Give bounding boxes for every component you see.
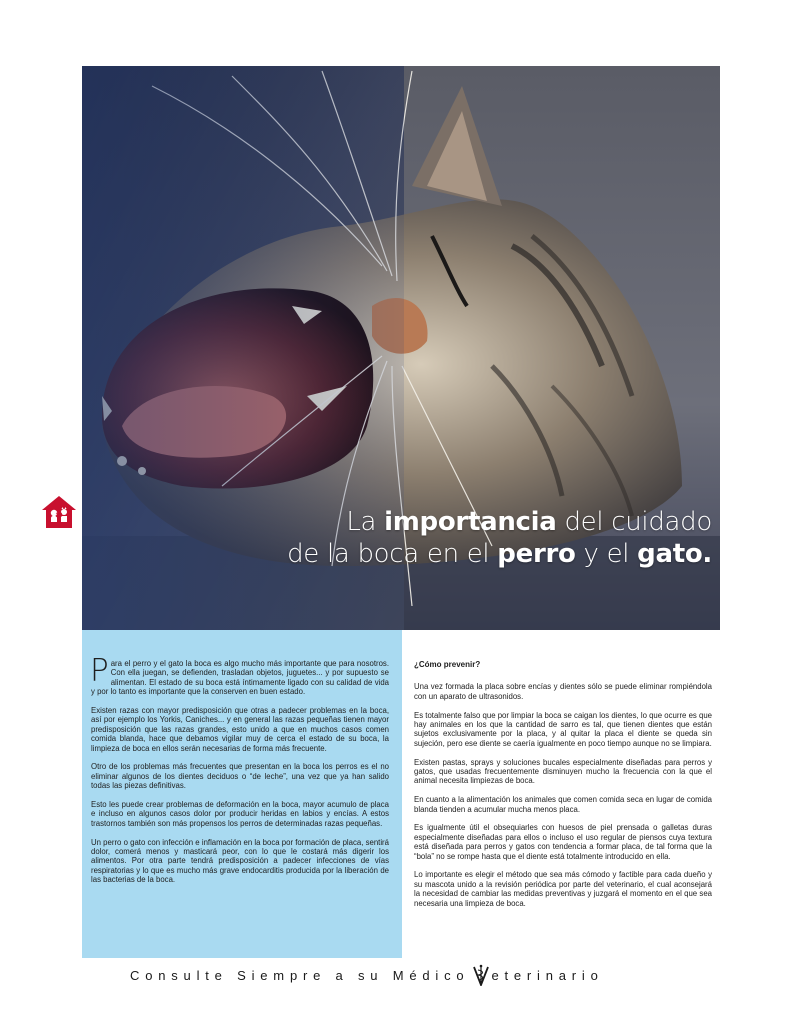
title-text: de la boca en el <box>287 539 498 569</box>
veterinary-caduceus-v-icon <box>473 964 489 986</box>
title-text: del cuidado <box>556 507 712 537</box>
title-line-1 <box>192 506 712 538</box>
paragraph-text: ara el perro y el gato la boca es algo mucho más importante que para nosotros. Con ella juegan, se defienden, trasladan objetos, juguetes... y por supuesto se alimentan. El estado de su boca está íntimamente ligado con su calidad de vida y por lo tanto es importante que la conserven en buen estado. <box>91 659 389 697</box>
paragraph-intro <box>90 653 389 697</box>
footer-text-before: Consulte Siempre a su Médico <box>130 967 470 983</box>
page-number-badge <box>40 494 78 530</box>
page-number: 30 <box>55 513 63 519</box>
title-text: La <box>346 507 385 537</box>
paragraph: En cuanto a la alimentación los animales que comen comida seca en lugar de comida blanda tienden a acumular mucha menos placa. <box>414 795 712 814</box>
title-bold-importancia: importancia <box>384 507 557 537</box>
paragraph: Esto les puede crear problemas de deformación en la boca, mayor acumulo de placa e incluso en algunos casos dolor por producir heridas en labios y encías. A estos trastornos también son más propensos los perros de determinadas razas pequeñas. <box>91 800 389 828</box>
paragraph: Es igualmente útil el obsequiarles con huesos de piel prensada o galletas duras especialmente diseñadas para ellos o incluso el uso regular de piensos cuya textura está diseñada para perros y gatos con tendencia a formar placa, de tal forma que la “bola” no se rompe hasta que el diente está totalmente introducido en ella. <box>414 823 712 861</box>
left-column <box>82 630 402 958</box>
paragraph: Existen pastas, sprays y soluciones bucales especialmente diseñadas para perros y gatos, que usadas frecuentemente disminuyen mucho la frecuencia con la que el animal necesita limpiezas de boca. <box>414 757 712 786</box>
title-text: y el <box>575 539 638 569</box>
footer-text-after: eterinario <box>491 967 604 983</box>
paragraph: Lo importante es elegir el método que sea más cómodo y factible para cada dueño y su mascota unido a la revisión periódica por parte del veterinario, el cual aconsejará la necesidad de cambiar las medidas preventivas y juzgará el momento en el que sea necesaria una limpieza de boca. <box>414 870 712 908</box>
paragraph: Una vez formada la placa sobre encías y dientes sólo se puede eliminar rompiéndola con un aparato de ultrasonidos. <box>414 682 712 701</box>
dropcap: P <box>90 653 109 689</box>
right-column <box>414 660 712 917</box>
hero-image <box>82 66 720 630</box>
title-bold-perro: perro <box>497 539 576 569</box>
house-pets-icon <box>40 494 78 530</box>
title-bold-gato: gato. <box>637 539 712 569</box>
paragraph: Existen razas con mayor predisposición que otras a padecer problemas en la boca, así por ejemplo los Yorkis, Caniches... y en general las razas pequeñas tienen mayor predisposición que las razas grandes, esto unido a que en muchos casos comen comida blanda, hace que debamos vigilar muy de cerca el estado de su boca, la limpieza de boca en ellos serán necesarias de forma más frecuente. <box>91 706 389 753</box>
title-line-2 <box>192 538 712 570</box>
article-title <box>192 506 712 570</box>
paragraph: Es totalmente falso que por limpiar la boca se caigan los dientes, lo que ocurre es que hay animales en los que la cantidad de sarro es tal, que tienen dientes que están sujetos exclusivamente por la placa, y al quitar la placa el diente se queda sin sujeción, pero ese diente se caería igualmente en poco tiempo aunque no se limpiara. <box>414 710 712 748</box>
footer-tagline <box>130 962 690 988</box>
paragraph: Otro de los problemas más frecuentes que presentan en la boca los perros es el no eliminar algunos de los dientes deciduos o “de leche”, una vez que ya han salido todas las piezas definitivas. <box>91 762 389 791</box>
section-heading: ¿Cómo prevenir? <box>414 660 481 669</box>
paragraph: Un perro o gato con infección e inflamación en la boca por formación de placa, sentirá dolor, comerá menos y masticará peor, con lo que le costará más digerir los alimentos. Por otra parte tendrá predisposición a padecer infecciones de vías respiratorias y lo que es mucho más grave endocarditis producida por la liberación de las bacterias de la boca. <box>91 837 389 885</box>
